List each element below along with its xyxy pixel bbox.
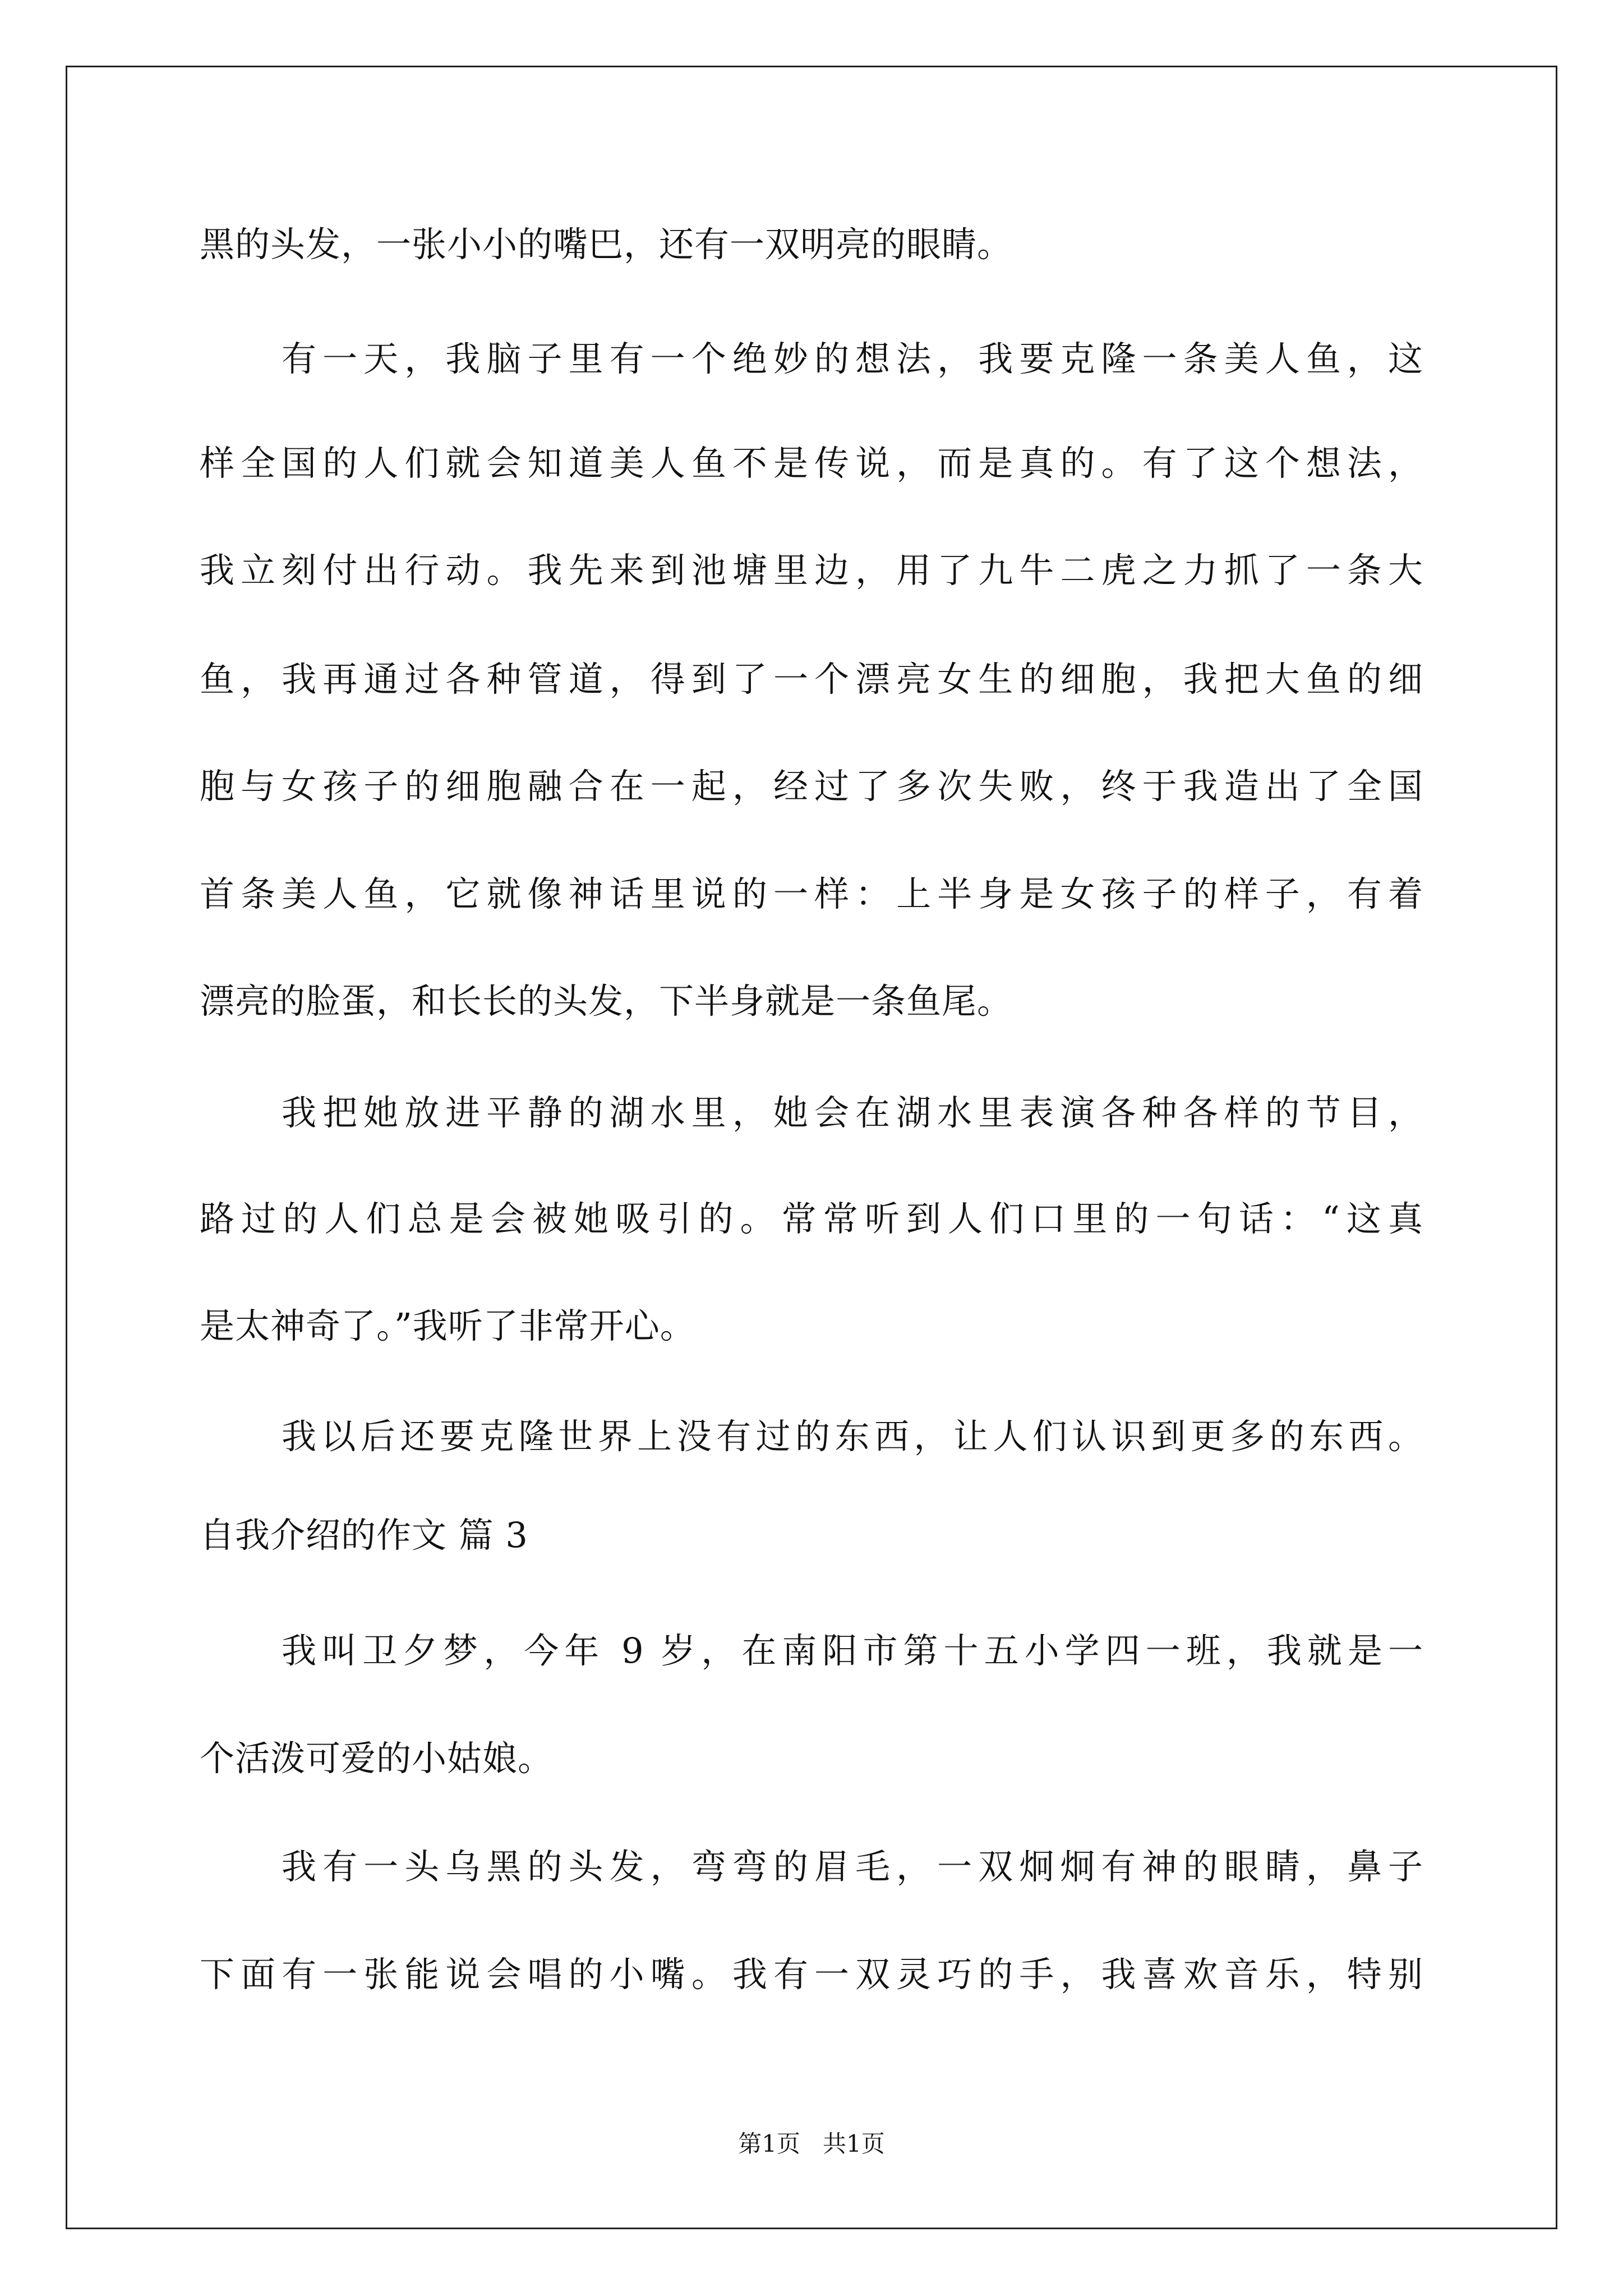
text-line: 我以后还要克隆世界上没有过的东西，让人们认识到更多的东西。 — [282, 1416, 1423, 1457]
text-line: 是太神奇了。”我听了非常开心。 — [200, 1305, 695, 1346]
text-line: 样全国的人们就会知道美人鱼不是传说，而是真的。有了这个想法， — [200, 443, 1423, 484]
text-line: 漂亮的脸蛋，和长长的头发，下半身就是一条鱼尾。 — [200, 981, 1013, 1022]
text-line: 有一天，我脑子里有一个绝妙的想法，我要克隆一条美人鱼，这 — [282, 338, 1423, 379]
text-line: 胞与女孩子的细胞融合在一起，经过了多次失败，终于我造出了全国 — [200, 766, 1423, 807]
text-line: 个活泼可爱的小姑娘。 — [200, 1738, 554, 1779]
text-line: 路过的人们总是会被她吸引的。常常听到人们口里的一句话：“这真 — [200, 1198, 1423, 1239]
text-line: 我叫卫夕梦，今年 9 岁，在南阳市第十五小学四一班，我就是一 — [282, 1630, 1423, 1671]
text-line: 我把她放进平静的湖水里，她会在湖水里表演各种各样的节目， — [282, 1092, 1423, 1133]
text-line: 下面有一张能说会唱的小嘴。我有一双灵巧的手，我喜欢音乐，特别 — [200, 1954, 1423, 1995]
text-line: 鱼，我再通过各种管道，得到了一个漂亮女生的细胞，我把大鱼的细 — [200, 659, 1423, 700]
text-line: 我有一头乌黑的头发，弯弯的眉毛，一双炯炯有神的眼睛，鼻子 — [282, 1846, 1423, 1887]
page-border — [66, 66, 1557, 2229]
text-line: 我立刻付出行动。我先来到池塘里边，用了九牛二虎之力抓了一条大 — [200, 550, 1423, 591]
section-heading: 自我介绍的作文 篇 3 — [200, 1515, 528, 1556]
text-line: 黑的头发，一张小小的嘴巴，还有一双明亮的眼睛。 — [200, 224, 1013, 265]
page-number-footer: 第1页 共1页 — [738, 2130, 885, 2157]
text-line: 首条美人鱼，它就像神话里说的一样：上半身是女孩子的样子，有着 — [200, 873, 1423, 914]
